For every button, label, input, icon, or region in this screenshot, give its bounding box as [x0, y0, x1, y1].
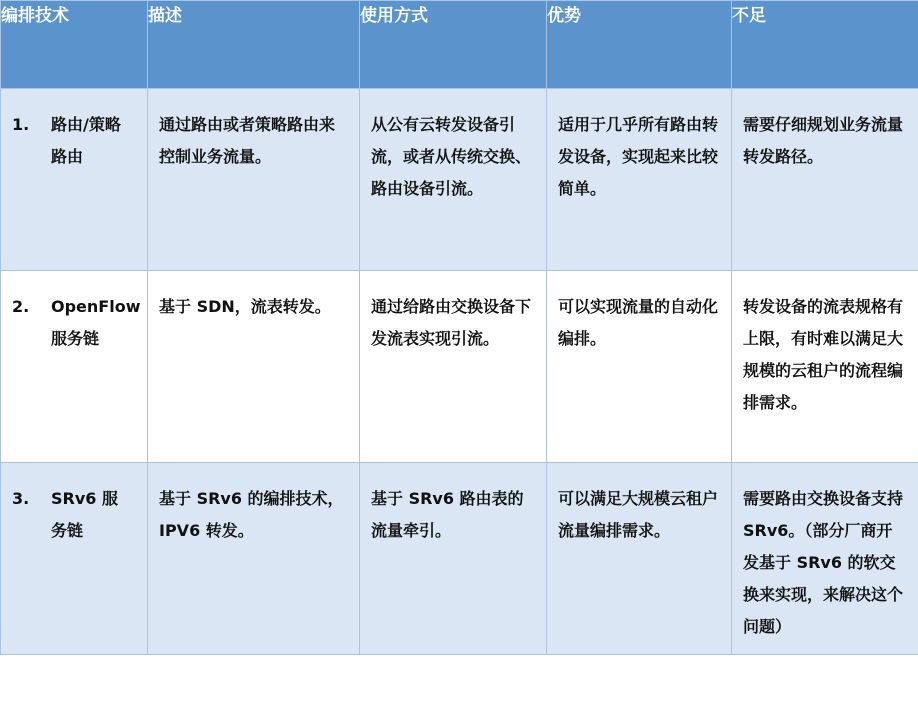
lim-cell: 需要路由交换设备支持 SRv6。（部分厂商开发基于 SRv6 的软交换来实现，来解决这个问题） [732, 463, 918, 655]
header-lim: 不足 [732, 1, 918, 89]
row-number: 2. [12, 297, 30, 316]
row-number: 3. [12, 489, 30, 508]
tech-name: OpenFlow 服务链 [51, 297, 141, 348]
tech-cell [1, 463, 148, 655]
use-cell: 通过给路由交换设备下发流表实现引流。 [360, 271, 547, 463]
header-row [1, 1, 918, 89]
tech-cell [1, 271, 148, 463]
lim-cell: 转发设备的流表规格有上限，有时难以满足大规模的云租户的流程编排需求。 [732, 271, 918, 463]
desc-cell: 通过路由或者策略路由来控制业务流量。 [148, 89, 360, 271]
lim-cell: 需要仔细规划业务流量转发路径。 [732, 89, 918, 271]
header-use: 使用方式 [360, 1, 547, 89]
adv-cell: 适用于几乎所有路由转发设备，实现起来比较简单。 [547, 89, 732, 271]
header-tech: 编排技术 [1, 1, 148, 89]
row-number: 1. [12, 115, 30, 134]
header-desc: 描述 [148, 1, 360, 89]
adv-cell: 可以满足大规模云租户流量编排需求。 [547, 463, 732, 655]
tech-cell [1, 89, 148, 271]
tech-name: 路由/策略路由 [51, 115, 121, 166]
table-row [1, 89, 918, 271]
header-adv: 优势 [547, 1, 732, 89]
adv-cell: 可以实现流量的自动化编排。 [547, 271, 732, 463]
table-row [1, 271, 918, 463]
desc-cell: 基于 SDN，流表转发。 [148, 271, 360, 463]
table-row [1, 463, 918, 655]
tech-name: SRv6 服务链 [51, 489, 118, 540]
use-cell: 从公有云转发设备引流，或者从传统交换、路由设备引流。 [360, 89, 547, 271]
use-cell: 基于 SRv6 路由表的流量牵引。 [360, 463, 547, 655]
desc-cell: 基于 SRv6 的编排技术，IPV6 转发。 [148, 463, 360, 655]
